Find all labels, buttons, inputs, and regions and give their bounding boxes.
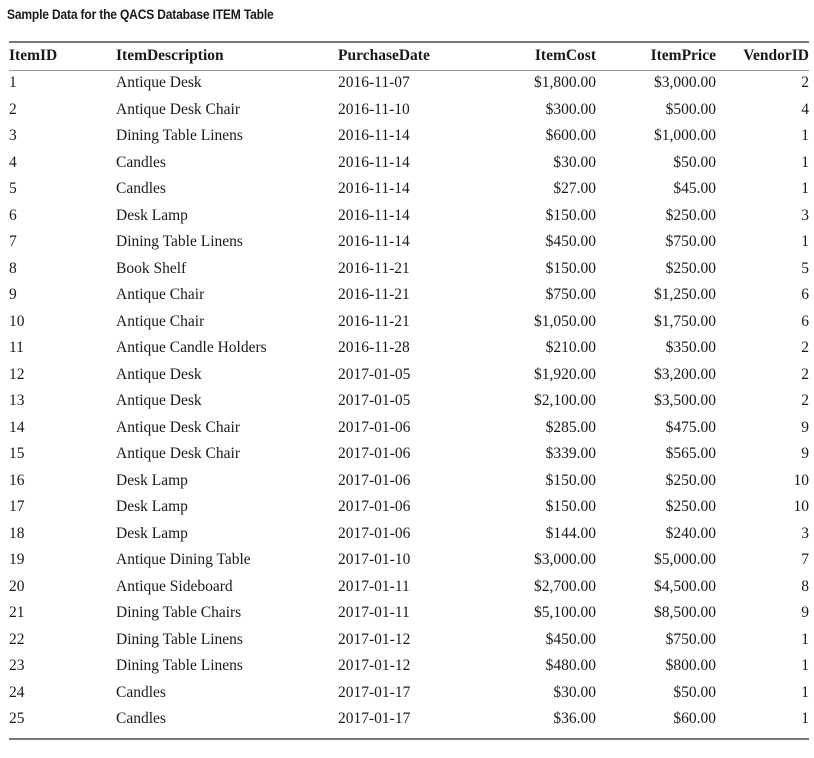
- item-cost-cell: $300.00: [545, 100, 596, 118]
- purchase-date-cell: 2017-01-10: [338, 551, 411, 569]
- item-cost-cell: $150.00: [545, 471, 596, 489]
- item-id-cell: 1: [9, 74, 17, 92]
- item-price-cell: $3,200.00: [654, 365, 716, 383]
- item-cost-cell: $339.00: [545, 445, 596, 463]
- item-price-cell: $250.00: [665, 206, 716, 224]
- item-id-cell: 18: [9, 524, 25, 542]
- item-id-cell: 4: [9, 153, 17, 171]
- item-id-cell: 17: [9, 498, 25, 516]
- item-description-cell: Candles: [116, 153, 166, 171]
- column-header-itemid: ItemID: [9, 47, 58, 64]
- item-id-cell: 13: [9, 392, 25, 410]
- item-cost-cell: $150.00: [545, 498, 596, 516]
- item-price-cell: $350.00: [665, 339, 716, 357]
- item-price-cell: $50.00: [673, 683, 716, 701]
- table-body: [9, 70, 809, 733]
- purchase-date-cell: 2016-11-14: [338, 233, 410, 251]
- item-price-cell: $4,500.00: [654, 577, 716, 595]
- purchase-date-cell: 2017-01-06: [338, 445, 411, 463]
- item-description-cell: Desk Lamp: [116, 524, 188, 542]
- item-price-cell: $1,750.00: [654, 312, 716, 330]
- vendor-id-cell: 1: [801, 153, 809, 171]
- item-id-cell: 22: [9, 630, 25, 648]
- item-description-cell: Antique Chair: [116, 286, 205, 304]
- item-description-cell: Candles: [116, 180, 166, 198]
- table-row: [9, 574, 809, 601]
- table-row: [9, 468, 809, 495]
- vendor-id-cell: 10: [793, 498, 809, 516]
- item-description-cell: Dining Table Linens: [116, 233, 243, 251]
- item-cost-cell: $1,050.00: [534, 312, 596, 330]
- vendor-id-cell: 2: [801, 74, 809, 92]
- item-price-cell: $750.00: [665, 630, 716, 648]
- vendor-id-cell: 2: [801, 339, 809, 357]
- item-cost-cell: $450.00: [545, 630, 596, 648]
- item-price-cell: $45.00: [673, 180, 716, 198]
- item-description-cell: Dining Table Linens: [116, 127, 243, 145]
- table-row: [9, 123, 809, 150]
- item-description-cell: Antique Desk Chair: [116, 418, 240, 436]
- vendor-id-cell: 9: [801, 418, 809, 436]
- item-cost-cell: $1,800.00: [534, 74, 596, 92]
- table-row: [9, 521, 809, 548]
- item-description-cell: Desk Lamp: [116, 471, 188, 489]
- vendor-id-cell: 8: [801, 577, 809, 595]
- purchase-date-cell: 2016-11-07: [338, 74, 410, 92]
- item-cost-cell: $5,100.00: [534, 604, 596, 622]
- column-header-vendorid: VendorID: [743, 47, 809, 64]
- vendor-id-cell: 1: [801, 233, 809, 251]
- table-row: [9, 388, 809, 415]
- purchase-date-cell: 2017-01-17: [338, 710, 411, 728]
- vendor-id-cell: 1: [801, 710, 809, 728]
- item-id-cell: 2: [9, 100, 17, 118]
- vendor-id-cell: 10: [793, 471, 809, 489]
- vendor-id-cell: 1: [801, 630, 809, 648]
- purchase-date-cell: 2017-01-06: [338, 524, 411, 542]
- item-price-cell: $1,250.00: [654, 286, 716, 304]
- vendor-id-cell: 4: [801, 100, 809, 118]
- purchase-date-cell: 2017-01-06: [338, 418, 411, 436]
- item-id-cell: 23: [9, 657, 25, 675]
- item-id-cell: 15: [9, 445, 25, 463]
- table-row: [9, 680, 809, 707]
- item-price-cell: $250.00: [665, 259, 716, 277]
- purchase-date-cell: 2017-01-11: [338, 604, 410, 622]
- item-price-cell: $500.00: [665, 100, 716, 118]
- vendor-id-cell: 6: [801, 286, 809, 304]
- item-cost-cell: $36.00: [553, 710, 596, 728]
- item-cost-cell: $3,000.00: [534, 551, 596, 569]
- item-price-cell: $565.00: [665, 445, 716, 463]
- item-price-cell: $5,000.00: [654, 551, 716, 569]
- item-id-cell: 25: [9, 710, 25, 728]
- purchase-date-cell: 2016-11-21: [338, 259, 410, 277]
- table-row: [9, 229, 809, 256]
- table-row: [9, 362, 809, 389]
- item-description-cell: Antique Chair: [116, 312, 205, 330]
- item-cost-cell: $27.00: [553, 180, 596, 198]
- item-description-cell: Antique Candle Holders: [116, 339, 267, 357]
- vendor-id-cell: 9: [801, 604, 809, 622]
- item-id-cell: 16: [9, 471, 25, 489]
- item-cost-cell: $30.00: [553, 683, 596, 701]
- item-cost-cell: $750.00: [545, 286, 596, 304]
- vendor-id-cell: 3: [801, 206, 809, 224]
- vendor-id-cell: 3: [801, 524, 809, 542]
- item-cost-cell: $2,700.00: [534, 577, 596, 595]
- vendor-id-cell: 5: [801, 259, 809, 277]
- table-row: [9, 176, 809, 203]
- header-row: [9, 42, 809, 70]
- item-cost-cell: $210.00: [545, 339, 596, 357]
- table-row: [9, 441, 809, 468]
- item-cost-cell: $2,100.00: [534, 392, 596, 410]
- item-id-cell: 14: [9, 418, 25, 436]
- item-price-cell: $50.00: [673, 153, 716, 171]
- item-cost-cell: $30.00: [553, 153, 596, 171]
- table-row: [9, 415, 809, 442]
- table-row: [9, 494, 809, 521]
- item-id-cell: 5: [9, 180, 17, 198]
- item-price-cell: $240.00: [665, 524, 716, 542]
- table-row: [9, 256, 809, 283]
- vendor-id-cell: 2: [801, 365, 809, 383]
- table-header: [9, 42, 809, 70]
- item-id-cell: 21: [9, 604, 25, 622]
- item-price-cell: $800.00: [665, 657, 716, 675]
- item-id-cell: 20: [9, 577, 25, 595]
- purchase-date-cell: 2016-11-21: [338, 286, 410, 304]
- table-row: [9, 203, 809, 230]
- item-id-cell: 24: [9, 683, 25, 701]
- purchase-date-cell: 2016-11-21: [338, 312, 410, 330]
- item-description-cell: Antique Dining Table: [116, 551, 251, 569]
- purchase-date-cell: 2017-01-05: [338, 365, 411, 383]
- item-price-cell: $475.00: [665, 418, 716, 436]
- item-price-cell: $250.00: [665, 471, 716, 489]
- purchase-date-cell: 2017-01-17: [338, 683, 411, 701]
- purchase-date-cell: 2016-11-28: [338, 339, 410, 357]
- item-cost-cell: $600.00: [545, 127, 596, 145]
- item-cost-cell: $1,920.00: [534, 365, 596, 383]
- table-row: [9, 547, 809, 574]
- table-row: [9, 706, 809, 733]
- purchase-date-cell: 2016-11-10: [338, 100, 410, 118]
- item-description-cell: Desk Lamp: [116, 206, 188, 224]
- item-description-cell: Antique Desk: [116, 74, 202, 92]
- item-price-cell: $750.00: [665, 233, 716, 251]
- item-description-cell: Candles: [116, 710, 166, 728]
- table-row: [9, 70, 809, 97]
- table-row: [9, 653, 809, 680]
- bottom-rule: [9, 738, 809, 740]
- item-price-cell: $250.00: [665, 498, 716, 516]
- purchase-date-cell: 2017-01-11: [338, 577, 410, 595]
- purchase-date-cell: 2017-01-12: [338, 657, 411, 675]
- vendor-id-cell: 9: [801, 445, 809, 463]
- vendor-id-cell: 2: [801, 392, 809, 410]
- item-id-cell: 19: [9, 551, 25, 569]
- table-row: [9, 282, 809, 309]
- item-price-cell: $8,500.00: [654, 604, 716, 622]
- item-description-cell: Book Shelf: [116, 259, 187, 277]
- purchase-date-cell: 2016-11-14: [338, 206, 410, 224]
- item-id-cell: 11: [9, 339, 24, 357]
- item-id-cell: 6: [9, 206, 17, 224]
- item-cost-cell: $450.00: [545, 233, 596, 251]
- item-id-cell: 3: [9, 127, 17, 145]
- item-description-cell: Dining Table Linens: [116, 630, 243, 648]
- item-description-cell: Candles: [116, 683, 166, 701]
- item-description-cell: Antique Sideboard: [116, 577, 233, 595]
- item-price-cell: $1,000.00: [654, 127, 716, 145]
- table-row: [9, 97, 809, 124]
- item-cost-cell: $285.00: [545, 418, 596, 436]
- item-price-cell: $3,000.00: [654, 74, 716, 92]
- purchase-date-cell: 2017-01-12: [338, 630, 411, 648]
- item-id-cell: 12: [9, 365, 25, 383]
- item-id-cell: 7: [9, 233, 17, 251]
- vendor-id-cell: 1: [801, 683, 809, 701]
- purchase-date-cell: 2017-01-05: [338, 392, 411, 410]
- vendor-id-cell: 1: [801, 127, 809, 145]
- table-row: [9, 309, 809, 336]
- item-cost-cell: $144.00: [545, 524, 596, 542]
- purchase-date-cell: 2016-11-14: [338, 127, 410, 145]
- purchase-date-cell: 2016-11-14: [338, 180, 410, 198]
- table-row: [9, 335, 809, 362]
- purchase-date-cell: 2017-01-06: [338, 498, 411, 516]
- item-cost-cell: $150.00: [545, 206, 596, 224]
- column-header-itemcost: ItemCost: [534, 47, 596, 64]
- item-description-cell: Desk Lamp: [116, 498, 188, 516]
- item-price-cell: $60.00: [673, 710, 716, 728]
- item-description-cell: Dining Table Chairs: [116, 604, 242, 622]
- vendor-id-cell: 1: [801, 657, 809, 675]
- item-description-cell: Dining Table Linens: [116, 657, 243, 675]
- item-cost-cell: $150.00: [545, 259, 596, 277]
- purchase-date-cell: 2016-11-14: [338, 153, 410, 171]
- table-row: [9, 627, 809, 654]
- item-price-cell: $3,500.00: [654, 392, 716, 410]
- vendor-id-cell: 6: [801, 312, 809, 330]
- item-id-cell: 8: [9, 259, 17, 277]
- column-header-itemprice: ItemPrice: [650, 47, 716, 64]
- vendor-id-cell: 1: [801, 180, 809, 198]
- item-id-cell: 9: [9, 286, 17, 304]
- item-description-cell: Antique Desk Chair: [116, 445, 240, 463]
- vendor-id-cell: 7: [801, 551, 809, 569]
- item-description-cell: Antique Desk: [116, 365, 202, 383]
- column-header-purchasedate: PurchaseDate: [338, 47, 430, 64]
- purchase-date-cell: 2017-01-06: [338, 471, 411, 489]
- table-row: [9, 600, 809, 627]
- table-row: [9, 150, 809, 177]
- item-table: [9, 42, 809, 733]
- item-description-cell: Antique Desk Chair: [116, 100, 240, 118]
- item-cost-cell: $480.00: [545, 657, 596, 675]
- column-header-itemdescription: ItemDescription: [116, 47, 224, 64]
- item-description-cell: Antique Desk: [116, 392, 202, 410]
- item-id-cell: 10: [9, 312, 25, 330]
- table-caption: Sample Data for the QACS Database ITEM Table: [7, 6, 274, 22]
